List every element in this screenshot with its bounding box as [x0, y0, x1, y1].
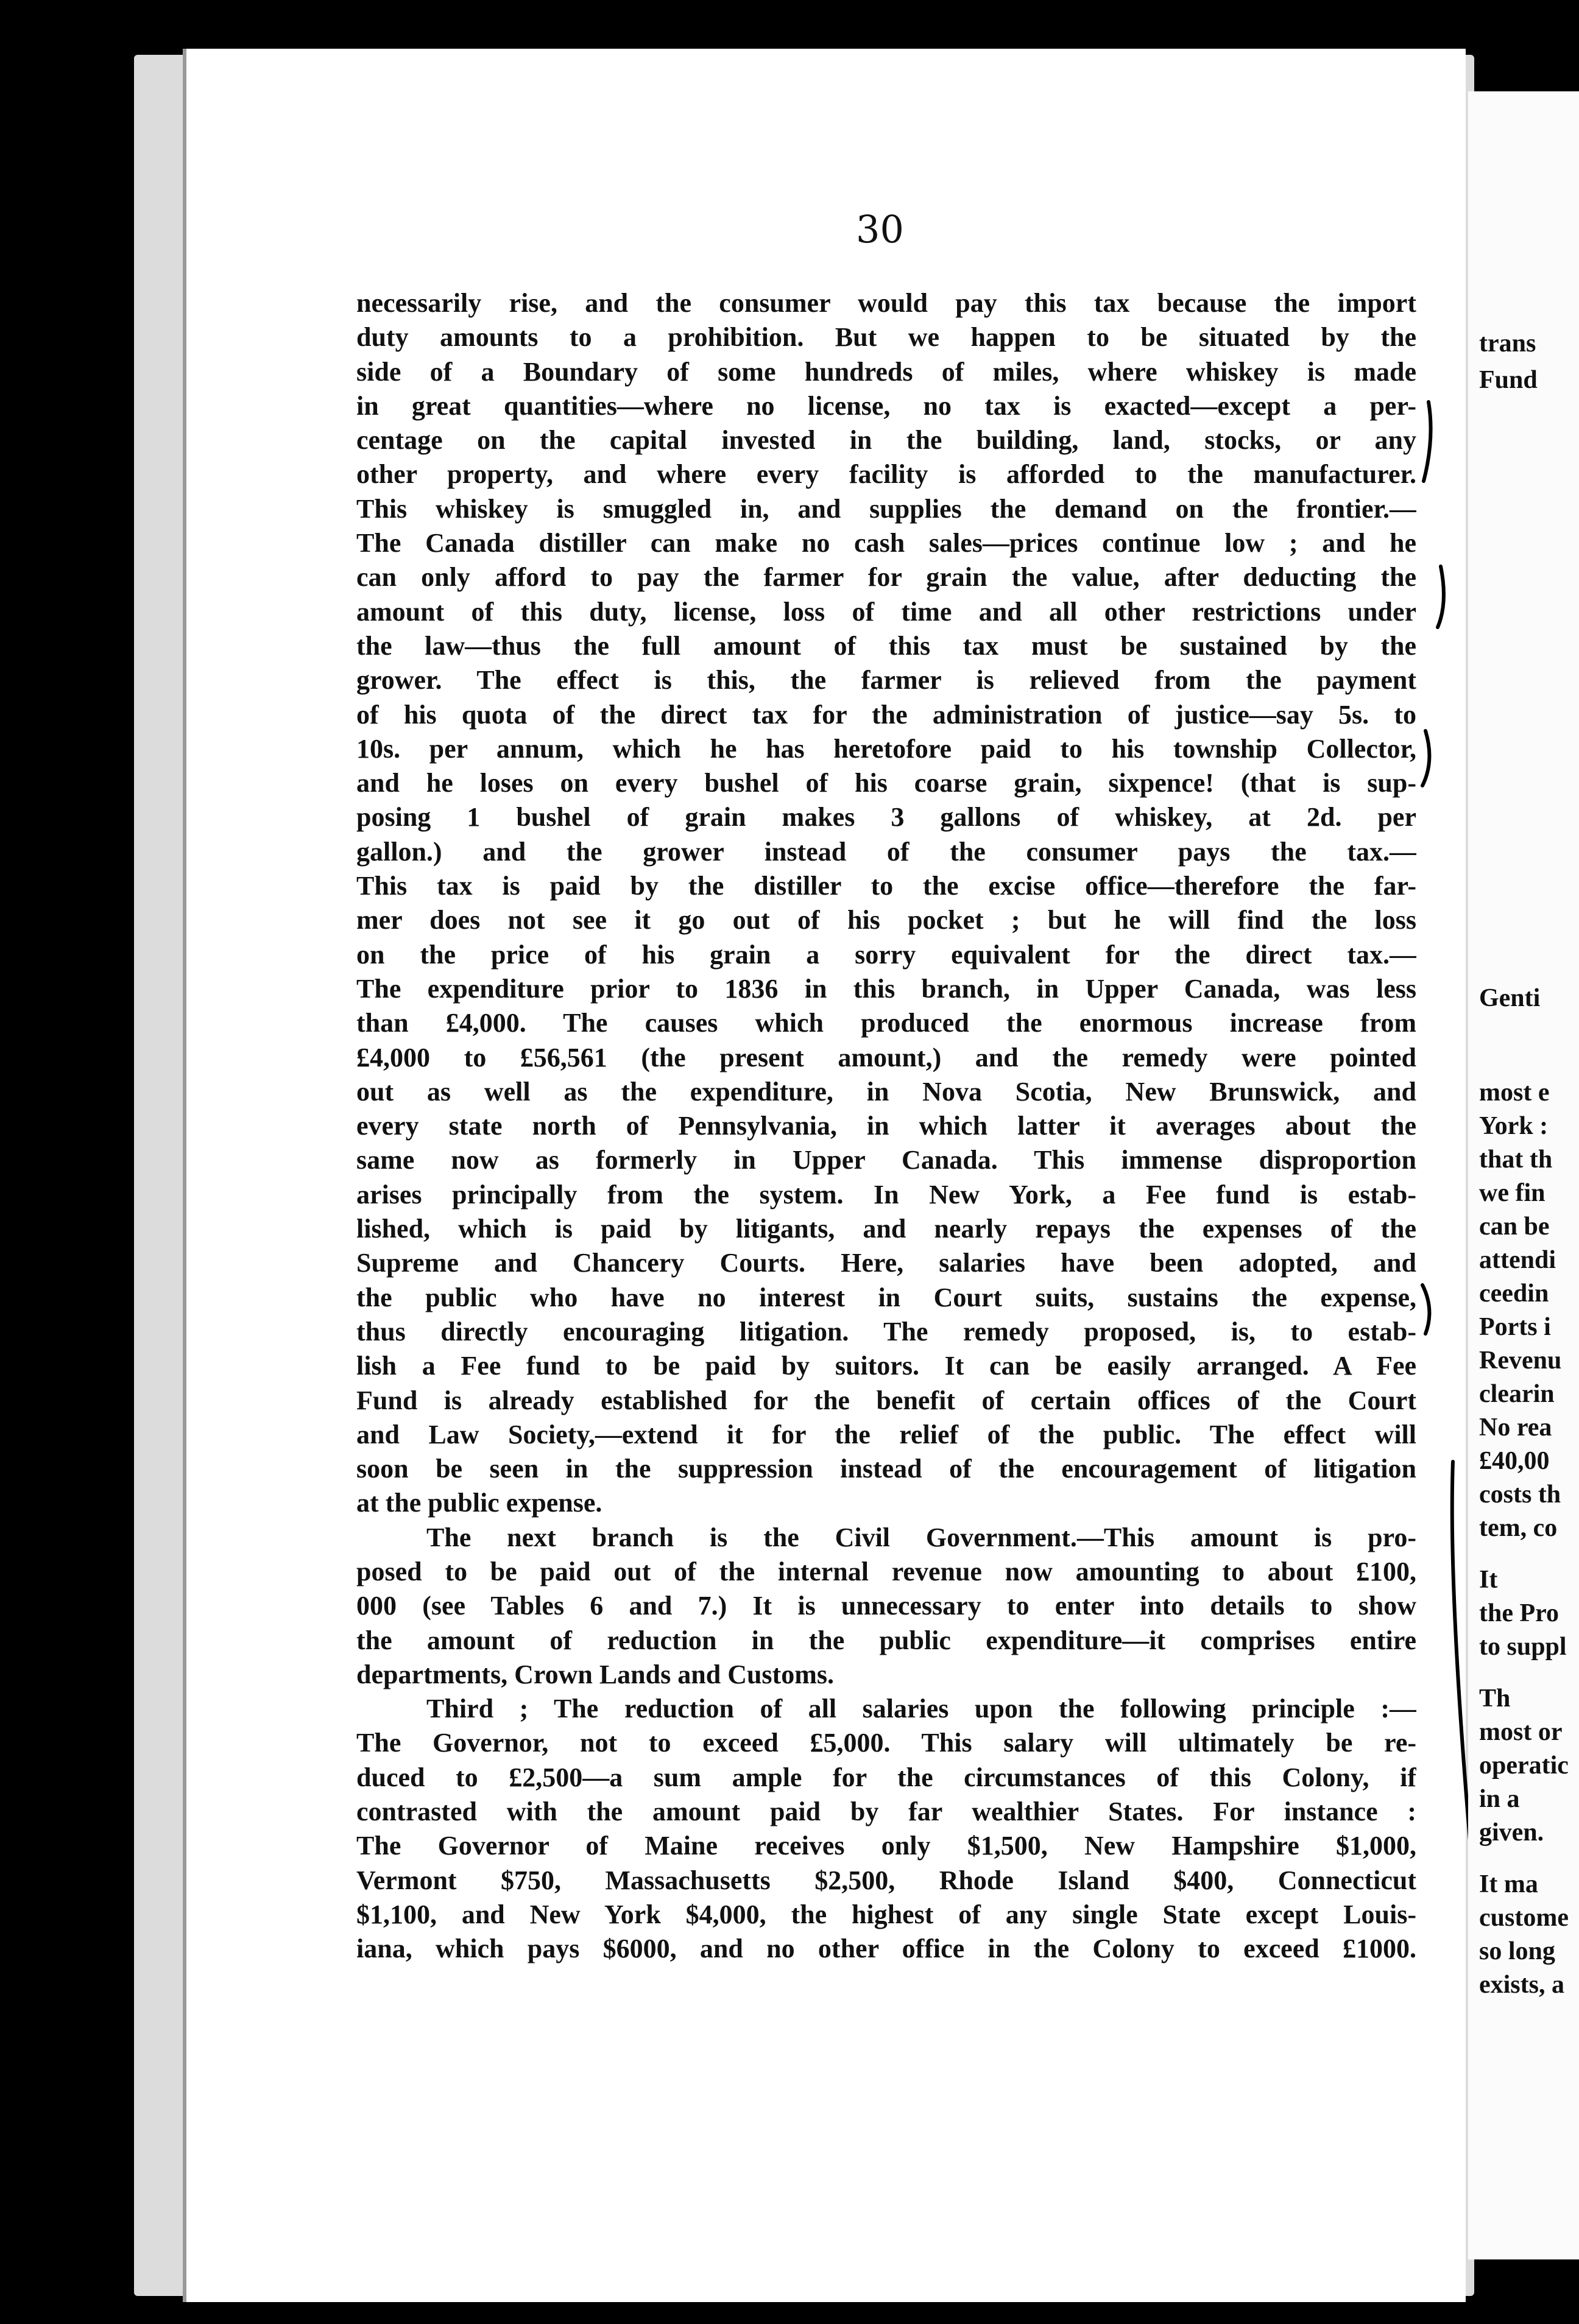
text-line: posing 1 bushel of grain makes 3 gallons of whiskey, at 2d. per: [356, 802, 1416, 833]
text-line: and he loses on every bushel of his coarse grain, sixpence! (that is sup-: [356, 768, 1416, 798]
text-line: the public who have no interest in Court suits, sustains the expense,: [356, 1282, 1416, 1312]
body-text: [356, 286, 1416, 1967]
text-line: soon be seen in the suppression instead of the encouragement of litigation: [356, 1454, 1416, 1484]
neighbor-text-line: exists, a: [1479, 1971, 1564, 1999]
neighbor-text-line: attendi: [1479, 1246, 1556, 1274]
text-line: lish a Fee fund to be paid by suitors. It can be easily arranged. A Fee: [356, 1351, 1416, 1381]
text-line: Supreme and Chancery Courts. Here, salaries have been adopted, and: [356, 1248, 1416, 1278]
text-line: gallon.) and the grower instead of the consumer pays the tax.—: [356, 836, 1416, 867]
text-line: duced to £2,500—a sum ample for the circumstances of this Colony, if: [356, 1762, 1416, 1792]
text-line: £4,000 to £56,561 (the present amount,) and the remedy were pointed: [356, 1042, 1416, 1072]
neighbor-text-line: costs th: [1479, 1481, 1561, 1509]
page-number: 30: [856, 207, 904, 252]
neighbor-text-line: to suppl: [1479, 1633, 1567, 1661]
text-line: other property, and where every facility is afforded to the manufacturer.: [356, 459, 1416, 490]
neighbor-text-line: in a: [1479, 1785, 1520, 1813]
text-line: every state north of Pennsylvania, in which latter it averages about the: [356, 1111, 1416, 1141]
neighbor-text-line: can be: [1479, 1213, 1550, 1241]
text-line: departments, Crown Lands and Customs.: [356, 1659, 834, 1689]
neighbor-text-line: £40,00: [1479, 1447, 1550, 1475]
text-line: side of a Boundary of some hundreds of miles, where whiskey is made: [356, 356, 1416, 387]
text-line: The next branch is the Civil Government.—This amount is pro-: [426, 1522, 1416, 1552]
text-line: Fund is already established for the benefit of certain offices of the Court: [356, 1385, 1416, 1415]
neighbor-text-line: given.: [1479, 1819, 1544, 1847]
text-line: This tax is paid by the distiller to the excise office—therefore the far-: [356, 871, 1416, 901]
neighbor-text-line: Genti: [1479, 984, 1541, 1012]
neighbor-text-line: operatic: [1479, 1752, 1569, 1780]
text-line: can only afford to pay the farmer for grain the value, after deducting the: [356, 562, 1416, 593]
neighbor-text-line: Th: [1479, 1685, 1511, 1713]
text-line: necessarily rise, and the consumer would pay this tax because the import: [356, 288, 1416, 318]
neighbor-text-line: Revenu: [1479, 1347, 1562, 1375]
neighbor-text-line: clearin: [1479, 1380, 1555, 1408]
text-line: The Governor, not to exceed £5,000. This salary will ultimately be re-: [356, 1728, 1416, 1758]
neighbor-text-line: trans: [1479, 329, 1536, 357]
text-line: the amount of reduction in the public expenditure—it comprises entire: [356, 1625, 1416, 1655]
text-line: out as well as the expenditure, in Nova Scotia, New Brunswick, and: [356, 1076, 1416, 1107]
adjacent-page-edge: [1468, 91, 1579, 2259]
text-line: duty amounts to a prohibition. But we happen to be situated by the: [356, 322, 1416, 353]
neighbor-text-line: No rea: [1479, 1414, 1552, 1442]
text-line: arises principally from the system. In New York, a Fee fund is estab-: [356, 1179, 1416, 1210]
text-line: The Governor of Maine receives only $1,500, New Hampshire $1,000,: [356, 1831, 1416, 1861]
text-line: 000 (see Tables 6 and 7.) It is unnecessary to enter into details to show: [356, 1591, 1416, 1621]
text-line: at the public expense.: [356, 1488, 602, 1518]
text-line: The expenditure prior to 1836 in this branch, in Upper Canada, was less: [356, 973, 1416, 1004]
text-line: contrasted with the amount paid by far wealthier States. For instance :: [356, 1797, 1416, 1827]
text-line: than £4,000. The causes which produced the enormous increase from: [356, 1008, 1416, 1038]
neighbor-text-line: Ports i: [1479, 1313, 1551, 1341]
neighbor-text-line: York :: [1479, 1112, 1549, 1140]
text-line: in great quantities—where no license, no tax is exacted—except a per-: [356, 390, 1416, 421]
neighbor-text-line: that th: [1479, 1146, 1553, 1174]
text-line: Vermont $750, Massachusetts $2,500, Rhode Island $400, Connecticut: [356, 1865, 1416, 1895]
text-line: iana, which pays $6000, and no other office in the Colony to exceed £1000.: [356, 1934, 1416, 1964]
text-line: grower. The effect is this, the farmer is relieved from the payment: [356, 665, 1416, 695]
text-line: and Law Society,—extend it for the relief of the public. The effect will: [356, 1419, 1416, 1449]
neighbor-text-line: It ma: [1479, 1870, 1538, 1898]
text-line: the law—thus the full amount of this tax must be sustained by the: [356, 630, 1416, 661]
neighbor-text-line: most e: [1479, 1079, 1550, 1107]
text-line: amount of this duty, license, loss of time and all other restrictions under: [356, 596, 1416, 627]
text-line: Third ; The reduction of all salaries upon the following principle :—: [426, 1694, 1416, 1724]
neighbor-text-line: tem, co: [1479, 1514, 1558, 1542]
neighbor-text-line: the Pro: [1479, 1599, 1560, 1627]
text-line: posed to be paid out of the internal revenue now amounting to about £100,: [356, 1556, 1416, 1586]
neighbor-text-line: custome: [1479, 1904, 1569, 1932]
text-line: same now as formerly in Upper Canada. This immense disproportion: [356, 1145, 1416, 1175]
text-line: lished, which is paid by litigants, and nearly repays the expenses of the: [356, 1214, 1416, 1244]
neighbor-text-line: so long: [1479, 1937, 1555, 1965]
text-line: $1,100, and New York $4,000, the highest of any single State except Louis-: [356, 1899, 1416, 1929]
text-line: on the price of his grain a sorry equivalent for the direct tax.—: [356, 939, 1416, 970]
text-line: centage on the capital invested in the building, land, stocks, or any: [356, 425, 1416, 456]
neighbor-text-line: Fund: [1479, 366, 1538, 394]
neighbor-text-line: most or: [1479, 1718, 1563, 1746]
text-line: mer does not see it go out of his pocket ; but he will find the loss: [356, 905, 1416, 935]
text-line: This whiskey is smuggled in, and supplies the demand on the frontier.—: [356, 493, 1416, 524]
text-line: thus directly encouraging litigation. The remedy proposed, is, to estab-: [356, 1316, 1416, 1347]
text-line: 10s. per annum, which he has heretofore paid to his township Collector,: [356, 733, 1416, 764]
neighbor-text-line: It: [1479, 1566, 1498, 1594]
neighbor-text-line: ceedin: [1479, 1280, 1549, 1308]
text-line: of his quota of the direct tax for the administration of justice—say 5s. to: [356, 699, 1416, 730]
text-line: The Canada distiller can make no cash sales—prices continue low ; and he: [356, 528, 1416, 558]
neighbor-text-line: we fin: [1479, 1179, 1545, 1207]
